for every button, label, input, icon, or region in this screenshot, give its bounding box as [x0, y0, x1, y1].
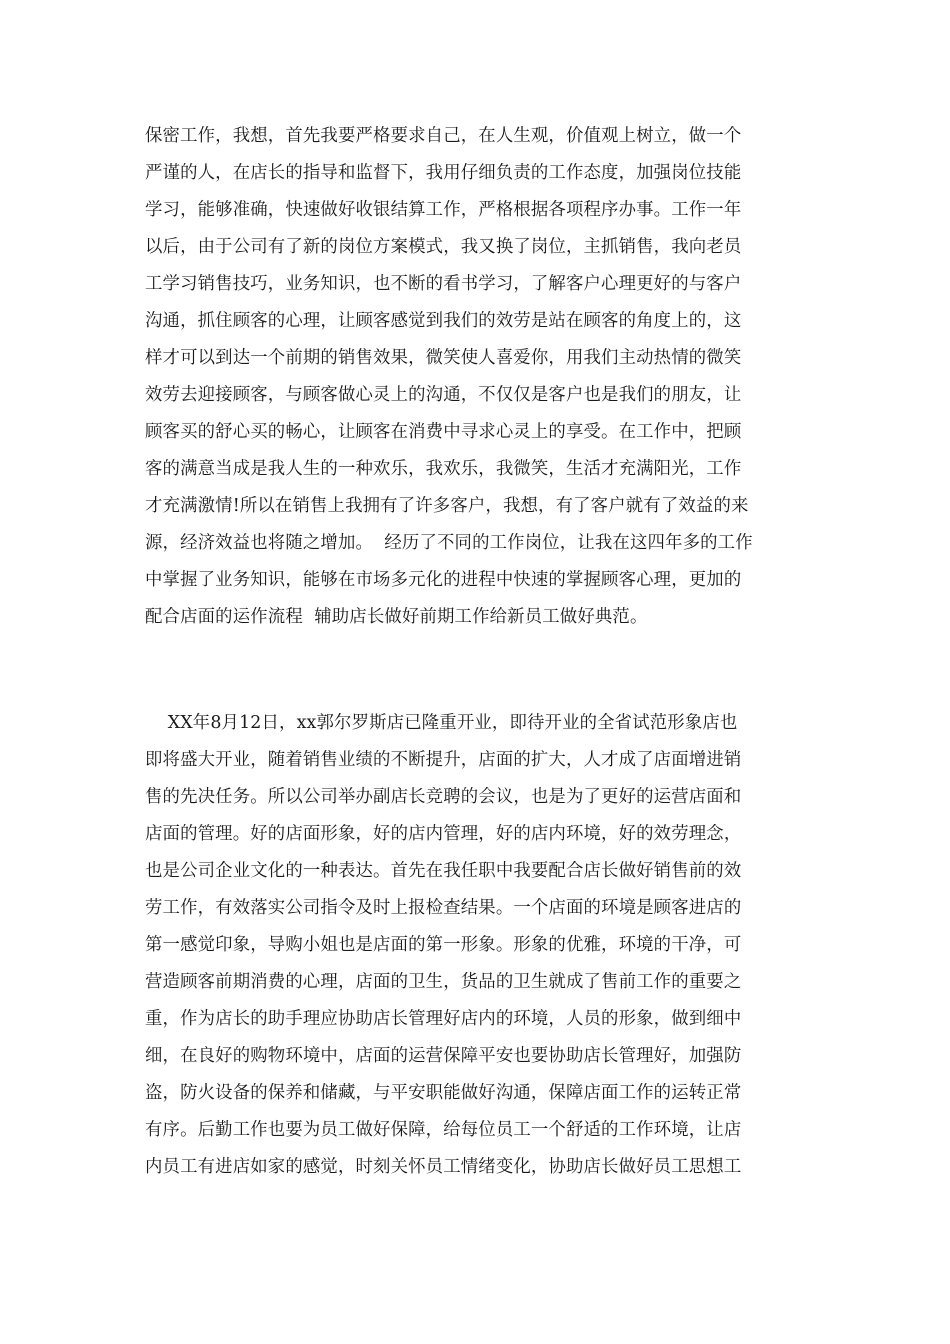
text-line: 即将盛大开业，随着销售业绩的不断提升，店面的扩大，人才成了店面增进销	[145, 750, 742, 770]
text-line: 重，作为店长的助手理应协助店长管理好店内的环境，人员的形象，做到细中	[145, 1009, 742, 1029]
text-line: 店面的管理。好的店面形象，好的店内管理，好的店内环境，好的效劳理念，	[145, 824, 742, 844]
text-line: 售的先决任务。所以公司举办副店长竞聘的会议，也是为了更好的运营店面和	[145, 787, 742, 807]
text-line: 客的满意当成是我人生的一种欢乐，我欢乐，我微笑，生活才充满阳光，工作	[145, 459, 742, 479]
text-line: 盗，防火设备的保养和储藏，与平安职能做好沟通，保障店面工作的运转正常	[145, 1083, 742, 1103]
text-line: 源，经济效益也将随之增加。 经历了不同的工作岗位，让我在这四年多的工作	[145, 533, 753, 553]
paragraph-2	[145, 705, 815, 1186]
text-line: 严谨的人，在店长的指导和监督下，我用仔细负责的工作态度，加强岗位技能	[145, 163, 742, 183]
text-line: 细，在良好的购物环境中，店面的运营保障平安也要协助店长管理好，加强防	[145, 1046, 742, 1066]
paragraph-1	[145, 118, 815, 636]
text-line: 效劳去迎接顾客，与顾客做心灵上的沟通，不仅仅是客户也是我们的朋友，让	[145, 385, 742, 405]
text-line: XX年8月12日，xx郭尔罗斯店已隆重开业，即待开业的全省试范形象店也	[145, 713, 738, 733]
text-line: 中掌握了业务知识，能够在市场多元化的进程中快速的掌握顾客心理，更加的	[145, 570, 742, 590]
text-line: 也是公司企业文化的一种表达。首先在我任职中我要配合店长做好销售前的效	[145, 861, 742, 881]
text-line: 配合店面的运作流程 辅助店长做好前期工作给新员工做好典范。	[145, 607, 648, 627]
text-line: 营造顾客前期消费的心理，店面的卫生，货品的卫生就成了售前工作的重要之	[145, 972, 742, 992]
text-line: 沟通，抓住顾客的心理，让顾客感觉到我们的效劳是站在顾客的角度上的，这	[145, 311, 742, 331]
text-line: 劳工作，有效落实公司指令及时上报检查结果。一个店面的环境是顾客进店的	[145, 898, 742, 918]
text-line: 第一感觉印象，导购小姐也是店面的第一形象。形象的优雅，环境的干净，可	[145, 935, 742, 955]
text-line: 以后，由于公司有了新的岗位方案模式，我又换了岗位，主抓销售，我向老员	[145, 237, 742, 257]
text-line: 工学习销售技巧，业务知识，也不断的看书学习，了解客户心理更好的与客户	[145, 274, 742, 294]
text-line: 顾客买的舒心买的畅心，让顾客在消费中寻求心灵上的享受。在工作中，把顾	[145, 422, 742, 442]
text-line: 样才可以到达一个前期的销售效果，微笑使人喜爱你，用我们主动热情的微笑	[145, 348, 742, 368]
text-line: 内员工有进店如家的感觉，时刻关怀员工情绪变化，协助店长做好员工思想工	[145, 1157, 742, 1177]
text-line: 学习，能够准确，快速做好收银结算工作，严格根据各项程序办事。工作一年	[145, 200, 742, 220]
text-line: 保密工作，我想，首先我要严格要求自己，在人生观，价值观上树立，做一个	[145, 126, 742, 146]
text-line: 才充满激情!所以在销售上我拥有了许多客户，我想，有了客户就有了效益的来	[145, 496, 749, 516]
text-line: 有序。后勤工作也要为员工做好保障，给每位员工一个舒适的工作环境，让店	[145, 1120, 742, 1140]
